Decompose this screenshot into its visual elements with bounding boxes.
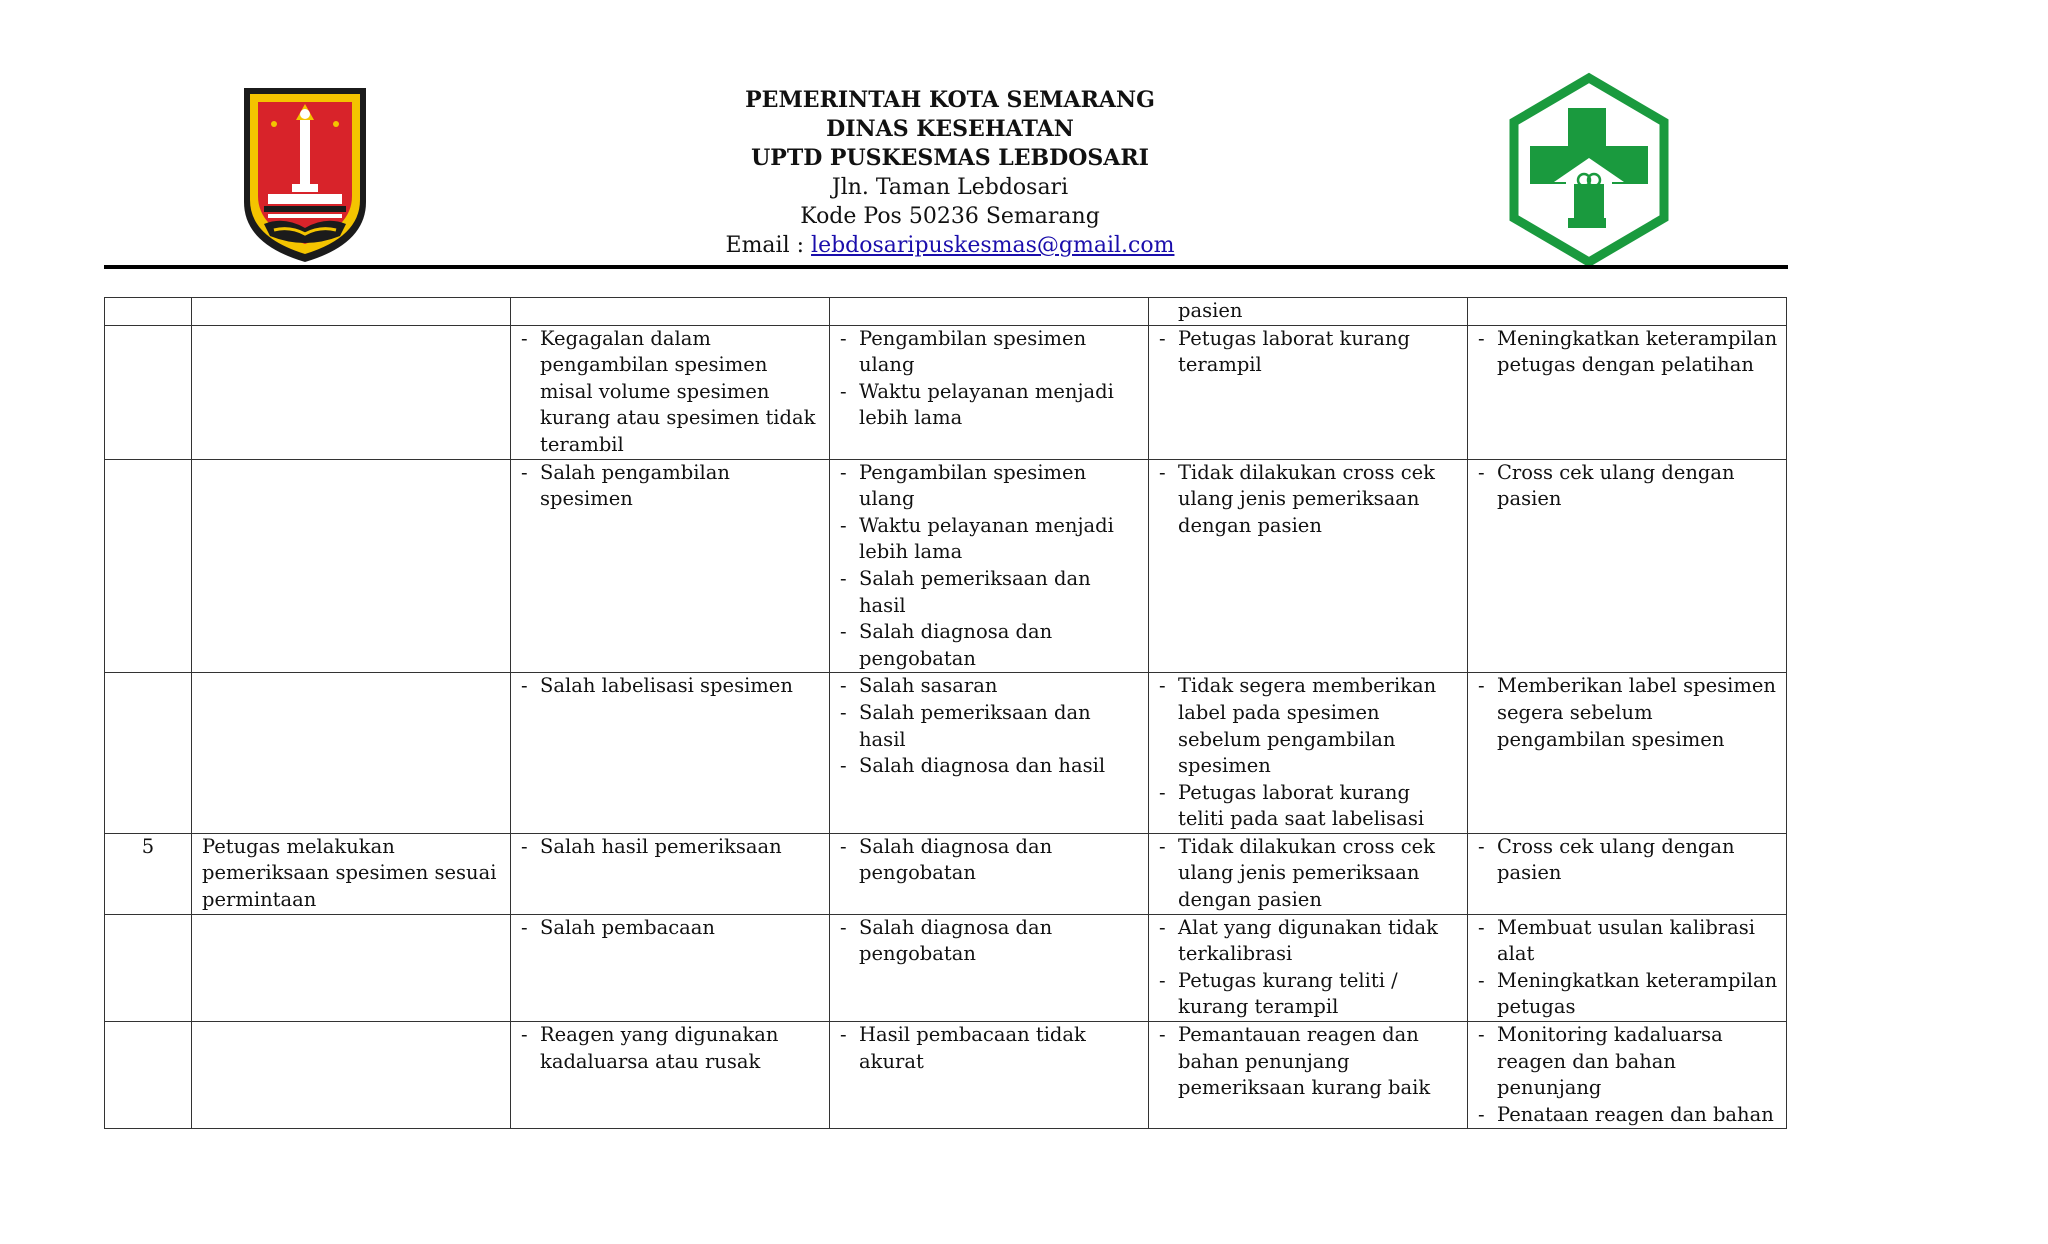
failure-mode-cell bbox=[511, 673, 830, 834]
activity-cell bbox=[192, 1022, 511, 1129]
effect-cell bbox=[830, 459, 1149, 673]
row-number bbox=[105, 459, 192, 673]
failure-mode-cell bbox=[511, 914, 830, 1021]
effect-cell bbox=[830, 1022, 1149, 1129]
cause-cell bbox=[1149, 673, 1468, 834]
list-item: - Salah diagnosa dan pengobatan bbox=[840, 834, 1140, 887]
list-item: - Cross cek ulang dengan pasien bbox=[1478, 460, 1778, 513]
letterhead-text bbox=[640, 86, 1260, 260]
risk-table bbox=[104, 297, 1787, 1129]
cause-cell bbox=[1149, 325, 1468, 459]
activity-cell bbox=[192, 298, 511, 326]
list-item: - Meningkatkan keterampilan petugas dengan pelatihan bbox=[1478, 326, 1778, 379]
activity-cell bbox=[192, 325, 511, 459]
failure-mode-cell bbox=[511, 298, 830, 326]
action-cell bbox=[1468, 459, 1787, 673]
puskesmas-name: UPTD PUSKESMAS LEBDOSARI bbox=[751, 145, 1149, 171]
cause-cell bbox=[1149, 298, 1468, 326]
list-item: - Salah pengambilan spesimen bbox=[521, 460, 821, 513]
effect-cell bbox=[830, 833, 1149, 914]
list-item: - Pemantauan reagen dan bahan penunjang pemeriksaan kurang baik bbox=[1159, 1022, 1459, 1102]
list-item: - Salah sasaran bbox=[840, 673, 1140, 700]
list-item: - Membuat usulan kalibrasi alat bbox=[1478, 915, 1778, 968]
row-number bbox=[105, 914, 192, 1021]
cause-cell bbox=[1149, 459, 1468, 673]
action-cell bbox=[1468, 673, 1787, 834]
row-number: 5 bbox=[105, 833, 192, 914]
cause-continuation: pasien bbox=[1178, 299, 1243, 322]
list-item: - Petugas laborat kurang teliti pada saat labelisasi bbox=[1159, 780, 1459, 833]
list-item: - Alat yang digunakan tidak terkalibrasi bbox=[1159, 915, 1459, 968]
email-line bbox=[640, 231, 1260, 260]
list-item: - Tidak segera memberikan label pada spesimen sebelum pengambilan spesimen bbox=[1159, 673, 1459, 779]
email-link[interactable]: lebdosaripuskesmas@gmail.com bbox=[811, 233, 1175, 258]
list-item: - Salah pemeriksaan dan hasil bbox=[840, 566, 1140, 619]
effect-cell bbox=[830, 914, 1149, 1021]
table-row bbox=[105, 298, 1787, 326]
failure-mode-cell bbox=[511, 833, 830, 914]
list-item: - Monitoring kadaluarsa reagen dan bahan penunjang bbox=[1478, 1022, 1778, 1102]
table-row bbox=[105, 673, 1787, 834]
failure-mode-cell bbox=[511, 325, 830, 459]
table-row bbox=[105, 325, 1787, 459]
list-item: - Salah hasil pemeriksaan bbox=[521, 834, 821, 861]
list-item: - Tidak dilakukan cross cek ulang jenis pemeriksaan dengan pasien bbox=[1159, 834, 1459, 914]
activity-cell bbox=[192, 673, 511, 834]
list-item: - Salah pembacaan bbox=[521, 915, 821, 942]
list-item: - Salah labelisasi spesimen bbox=[521, 673, 821, 700]
row-number bbox=[105, 298, 192, 326]
semarang-city-crest-icon bbox=[240, 84, 370, 266]
list-item: - Petugas kurang teliti / kurang terampil bbox=[1159, 968, 1459, 1021]
action-cell bbox=[1468, 325, 1787, 459]
table-row bbox=[105, 914, 1787, 1021]
list-item: - Waktu pelayanan menjadi lebih lama bbox=[840, 513, 1140, 566]
list-item: - Penataan reagen dan bahan bbox=[1478, 1102, 1778, 1129]
list-item: - Salah diagnosa dan pengobatan bbox=[840, 915, 1140, 968]
effect-cell bbox=[830, 673, 1149, 834]
letterhead-divider bbox=[104, 265, 1788, 269]
list-item: - Hasil pembacaan tidak akurat bbox=[840, 1022, 1140, 1075]
government-name: PEMERINTAH KOTA SEMARANG bbox=[745, 87, 1155, 113]
action-cell bbox=[1468, 1022, 1787, 1129]
list-item: - Kegagalan dalam pengambilan spesimen misal volume spesimen kurang atau spesimen tidak terambil bbox=[521, 326, 821, 459]
table-row bbox=[105, 833, 1787, 914]
table-row bbox=[105, 1022, 1787, 1129]
list-item: - Waktu pelayanan menjadi lebih lama bbox=[840, 379, 1140, 432]
activity-cell bbox=[192, 459, 511, 673]
list-item: - Salah pemeriksaan dan hasil bbox=[840, 700, 1140, 753]
list-item: - Memberikan label spesimen segera sebelum pengambilan spesimen bbox=[1478, 673, 1778, 753]
list-item: - Tidak dilakukan cross cek ulang jenis pemeriksaan dengan pasien bbox=[1159, 460, 1459, 540]
list-item: - Cross cek ulang dengan pasien bbox=[1478, 834, 1778, 887]
puskesmas-green-cross-icon bbox=[1506, 72, 1672, 268]
row-number bbox=[105, 325, 192, 459]
row-number bbox=[105, 1022, 192, 1129]
list-item: - Meningkatkan keterampilan petugas bbox=[1478, 968, 1778, 1021]
action-cell bbox=[1468, 914, 1787, 1021]
failure-mode-cell bbox=[511, 1022, 830, 1129]
postal-code: Kode Pos 50236 Semarang bbox=[800, 204, 1100, 229]
row-number bbox=[105, 673, 192, 834]
activity-cell: Petugas melakukan pemeriksaan spesimen sesuai permintaan bbox=[192, 833, 511, 914]
list-item: - Petugas laborat kurang terampil bbox=[1159, 326, 1459, 379]
table-row bbox=[105, 459, 1787, 673]
cause-cell bbox=[1149, 1022, 1468, 1129]
email-label: Email : bbox=[725, 233, 812, 258]
cause-cell bbox=[1149, 914, 1468, 1021]
action-cell bbox=[1468, 833, 1787, 914]
letterhead bbox=[0, 0, 2048, 270]
list-item: - Pengambilan spesimen ulang bbox=[840, 460, 1140, 513]
list-item: - Reagen yang digunakan kadaluarsa atau rusak bbox=[521, 1022, 821, 1075]
address: Jln. Taman Lebdosari bbox=[831, 175, 1069, 200]
list-item: - Pengambilan spesimen ulang bbox=[840, 326, 1140, 379]
action-cell bbox=[1468, 298, 1787, 326]
agency-name: DINAS KESEHATAN bbox=[826, 116, 1074, 142]
effect-cell bbox=[830, 298, 1149, 326]
list-item: - Salah diagnosa dan pengobatan bbox=[840, 619, 1140, 672]
cause-cell bbox=[1149, 833, 1468, 914]
activity-cell bbox=[192, 914, 511, 1021]
effect-cell bbox=[830, 325, 1149, 459]
failure-mode-cell bbox=[511, 459, 830, 673]
list-item: - Salah diagnosa dan hasil bbox=[840, 753, 1140, 780]
